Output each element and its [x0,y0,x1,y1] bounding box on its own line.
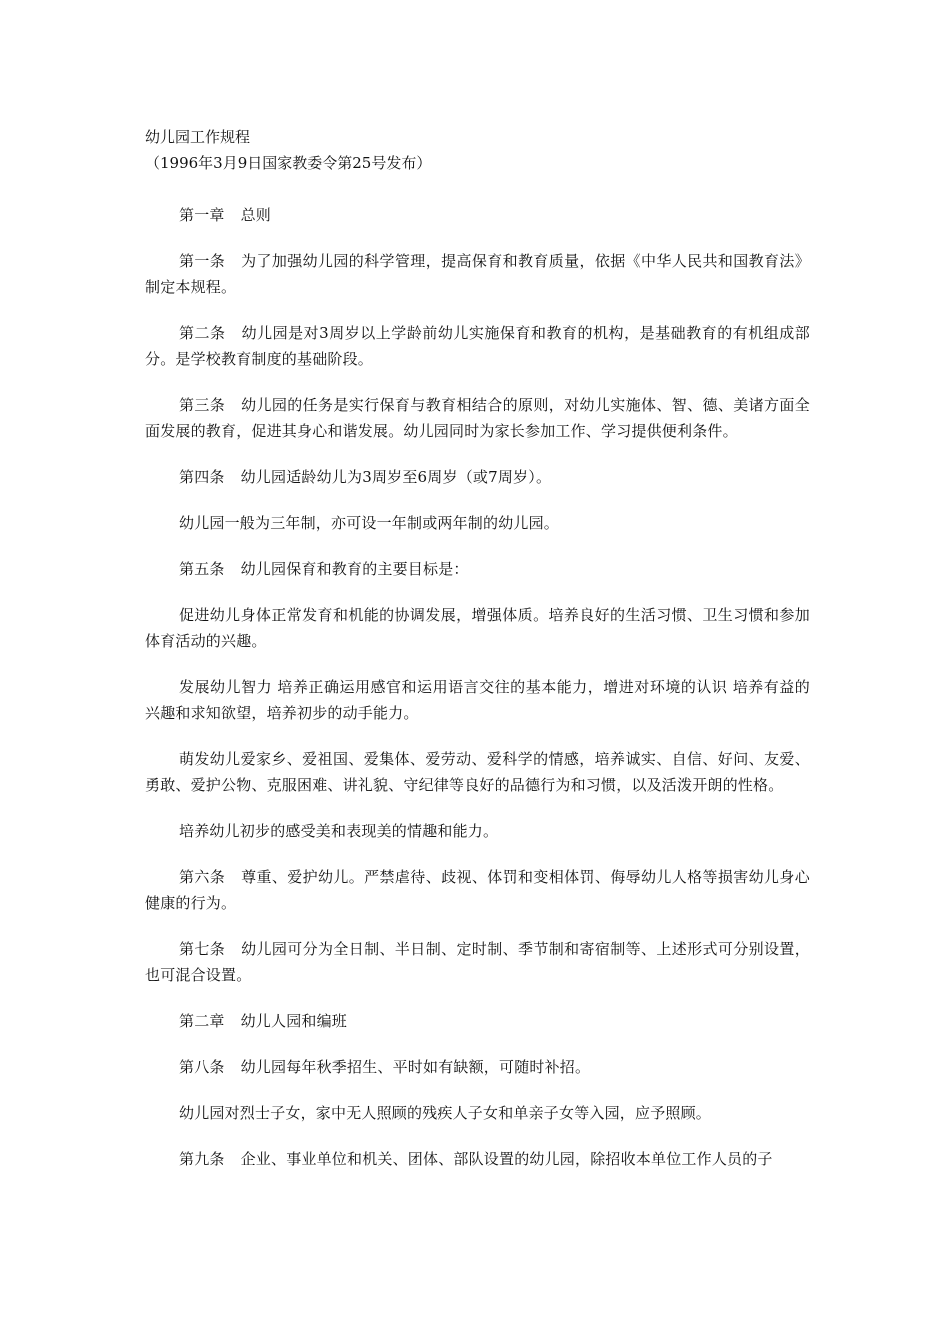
article-text: 幼儿园适龄幼儿为3周岁至6周岁（或7周岁）。 [240,468,552,486]
article-paragraph [145,864,810,916]
paragraph-text: 发展幼儿智力 培养正确运用感官和运用语言交往的基本能力，增进对环境的认识 培养有益的兴趣和求知欲望，培养初步的动手能力。 [145,678,810,722]
article-text: 为了加强幼儿园的科学管理，提高保育和教育质量，依据《中华人民共和国教育法》制定本规程。 [145,252,810,296]
paragraph-text: 幼儿园一般为三年制，亦可设一年制或两年制的幼儿园。 [179,514,560,532]
chapter-title: 总则 [240,206,272,224]
chapter-label: 第二章 [179,1012,225,1030]
article-paragraph [145,556,810,582]
document-title: 幼儿园工作规程 [145,128,251,146]
article-label: 第四条 [179,468,225,486]
body-paragraph [145,602,810,654]
article-text: 幼儿园的任务是实行保育与教育相结合的原则，对幼儿实施体、智、德、美诸方面全面发展的教育，促进其身心和谐发展。幼儿园同时为家长参加工作、学习提供便利条件。 [145,396,810,440]
chapter-title: 幼儿人园和编班 [240,1012,348,1030]
article-label: 第二条 [179,324,226,342]
body-paragraph [145,746,810,798]
article-paragraph [145,1146,810,1172]
chapter-label: 第一章 [179,206,225,224]
paragraph-text: 促进幼儿身体正常发育和机能的协调发展，增强体质。培养良好的生活习惯、卫生习惯和参加体育活动的兴趣。 [145,606,810,650]
article-text: 幼儿园是对3周岁以上学龄前幼儿实施保育和教育的机构，是基础教育的有机组成部分。是学校教育制度的基础阶段。 [145,324,810,368]
article-label: 第五条 [179,560,225,578]
body-paragraph [145,818,810,844]
paragraph-text: 萌发幼儿爱家乡、爱祖国、爱集体、爱劳动、爱科学的情感，培养诚实、自信、好问、友爱、勇敢、爱护公物、克服困难、讲礼貌、守纪律等良好的品德行为和习惯，以及活泼开朗的性格。 [145,750,810,794]
document-header [145,124,815,176]
article-label: 第三条 [179,396,226,414]
body-paragraph [145,674,810,726]
article-text: 幼儿园保育和教育的主要目标是： [240,560,469,578]
article-text: 幼儿园每年秋季招生、平时如有缺额，可随时补招。 [240,1058,591,1076]
article-label: 第七条 [179,940,226,958]
article-label: 第九条 [179,1150,225,1168]
article-text: 尊重、爱护幼儿。严禁虐待、歧视、体罚和变相体罚、侮辱幼儿人格等损害幼儿身心健康的行为。 [145,868,810,912]
article-text: 企业、事业单位和机关、团体、部队设置的幼儿园，除招收本单位工作人员的子 [240,1150,773,1168]
document-body [145,202,810,1192]
body-paragraph [145,1100,810,1126]
article-label: 第八条 [179,1058,225,1076]
article-paragraph [145,392,810,444]
article-text: 幼儿园可分为全日制、半日制、定时制、季节制和寄宿制等、上述形式可分别设置，也可混合设置。 [145,940,810,984]
body-paragraph [145,510,810,536]
chapter-heading [145,1008,810,1034]
paragraph-text: 培养幼儿初步的感受美和表现美的情趣和能力。 [179,822,499,840]
article-paragraph [145,320,810,372]
article-paragraph [145,464,810,490]
article-label: 第六条 [179,868,226,886]
paragraph-text: 幼儿园对烈士子女，家中无人照顾的残疾人子女和单亲子女等入园，应予照顾。 [179,1104,712,1122]
article-label: 第一条 [179,252,226,270]
article-paragraph [145,248,810,300]
chapter-heading [145,202,810,228]
document-subtitle: （1996年3月9日国家教委令第25号发布） [145,154,432,172]
article-paragraph [145,1054,810,1080]
article-paragraph [145,936,810,988]
